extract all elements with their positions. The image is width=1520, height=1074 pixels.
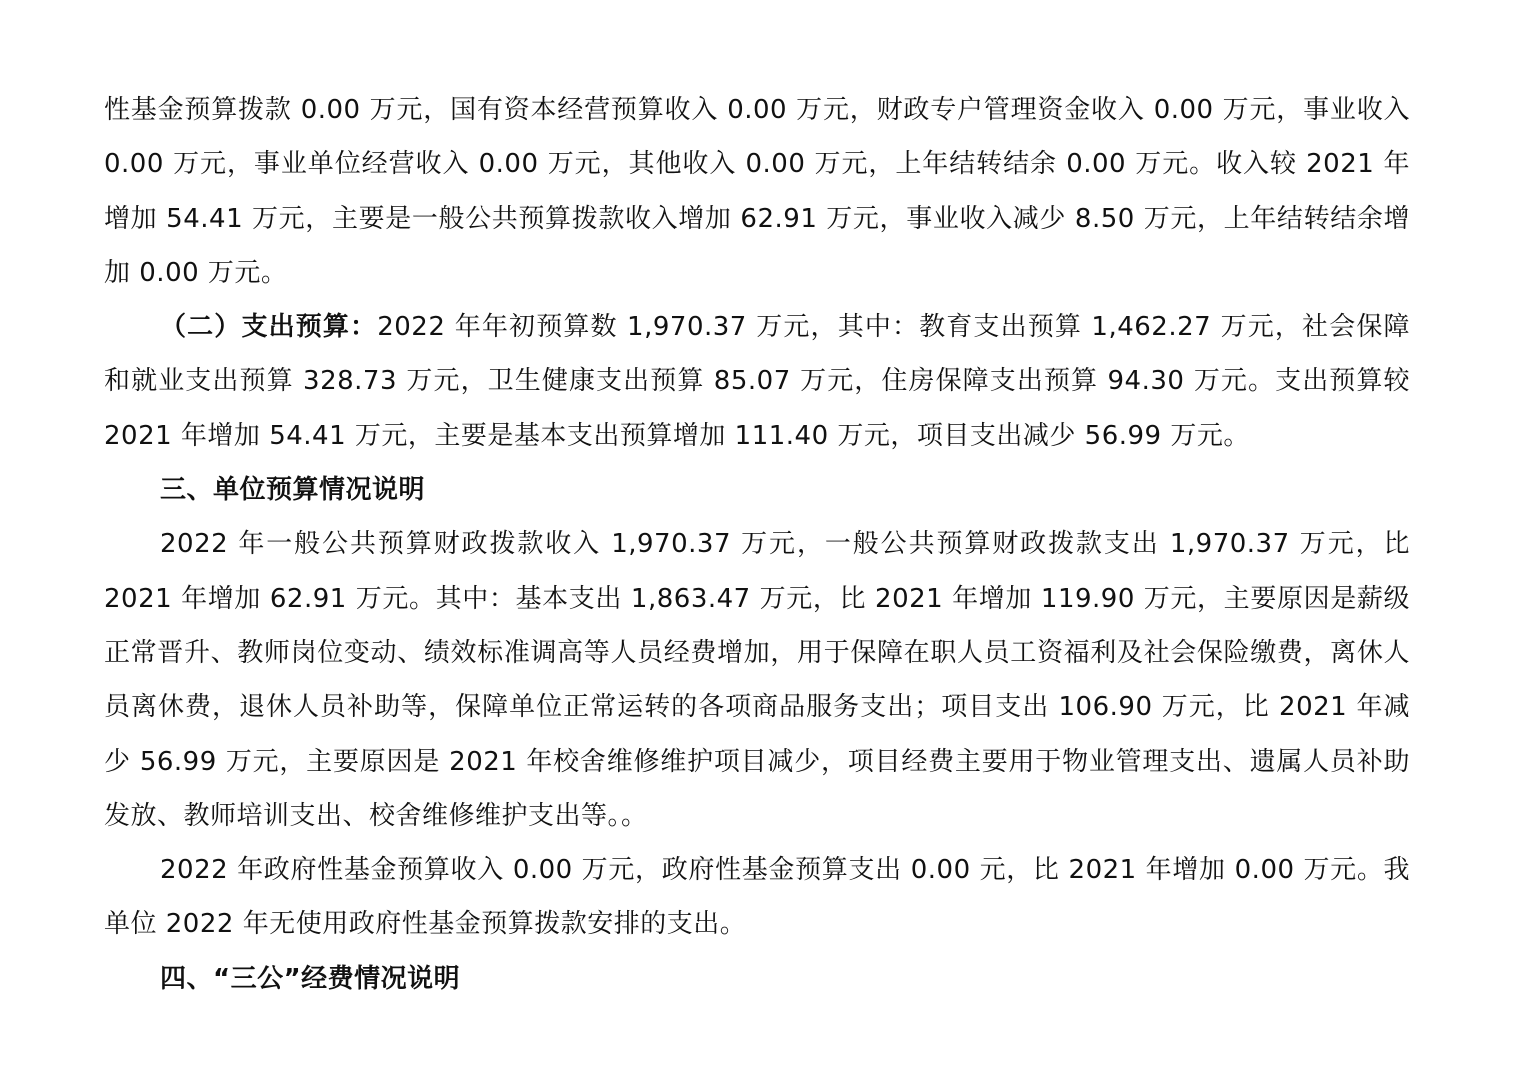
section-heading-three-public: 四、“三公”经费情况说明 bbox=[160, 963, 461, 994]
paragraph-general-budget: 2022 年一般公共预算财政拨款收入 1,970.37 万元，一般公共预算财政拨款支出 1,970.37 万元，比 2021 年增加 62.91 万元。其中：基本支出 1,863.47 万元，比 2021 年增加 119.90 万元，主要原因是薪级正常晋升、教师岗位变动、绩效标准调高等人员经费增加，用于保障在职人员工资福利及社会保险缴费，离休人员离休费，退休人员补助等，保障单位正常运转的各项商品服务支出；项目支出 106.90 万元，比 2021 年减少 56.99 万元，主要原因是 2021 年校舍维修维护项目减少，项目经费主要用于物业管理支出、遗属人员补助发放、教师培训支出、校舍维修维护支出等。。 bbox=[104, 529, 1410, 831]
expenditure-budget-text: 2022 年年初预算数 1,970.37 万元，其中：教育支出预算 1,462.27 万元，社会保障和就业支出预算 328.73 万元，卫生健康支出预算 85.07 万元，住房保障支出预算 94.30 万元。支出预算较 2021 年增加 54.41 万元，主要是基本支出预算增加 111.40 万元，项目支出减少 56.99 万元。 bbox=[104, 312, 1410, 451]
document-body bbox=[104, 83, 1410, 1006]
section-label-expenditure: （二）支出预算： bbox=[160, 312, 378, 343]
paragraph-revenue-detail: 性基金预算拨款 0.00 万元，国有资本经营预算收入 0.00 万元，财政专户管理资金收入 0.00 万元，事业收入 0.00 万元，事业单位经营收入 0.00 万元，其他收入 0.00 万元，上年结转结余 0.00 万元。收入较 2021 年增加 54.41 万元，主要是一般公共预算拨款收入增加 62.91 万元，事业收入减少 8.50 万元，上年结转结余增加 0.00 万元。 bbox=[104, 95, 1410, 288]
paragraph-expenditure-budget bbox=[104, 300, 1410, 463]
paragraph-government-fund: 2022 年政府性基金预算收入 0.00 万元，政府性基金预算支出 0.00 元，比 2021 年增加 0.00 万元。我单位 2022 年无使用政府性基金预算拨款安排的支出。 bbox=[104, 855, 1410, 940]
section-heading-unit-budget: 三、单位预算情况说明 bbox=[160, 475, 426, 506]
